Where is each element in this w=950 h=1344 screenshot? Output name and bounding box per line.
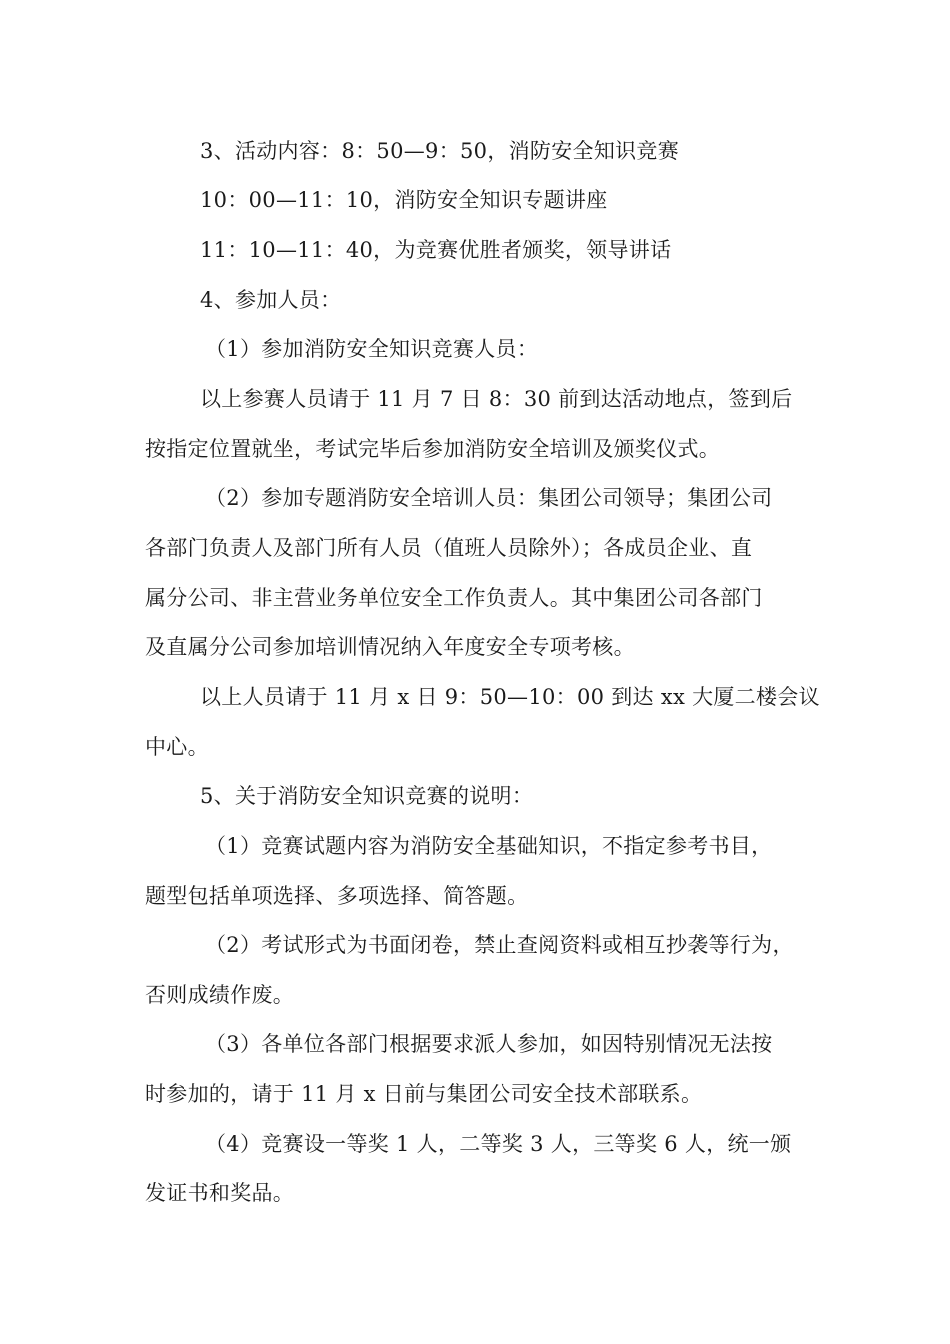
text-line: 属分公司、非主营业务单位安全工作负责人。其中集团公司各部门 xyxy=(145,586,763,610)
text-line: 以上人员请于 11 月 x 日 9：50—10：00 到达 xx 大厦二楼会议 xyxy=(200,685,820,709)
text-line: 11：10—11：40，为竞赛优胜者颁奖，领导讲话 xyxy=(200,238,672,262)
text-line: 时参加的，请于 11 月 x 日前与集团公司安全技术部联系。 xyxy=(145,1082,703,1106)
text-line: 以上参赛人员请于 11 月 7 日 8：30 前到达活动地点，签到后 xyxy=(200,387,793,411)
text-line: 发证书和奖品。 xyxy=(145,1181,295,1205)
text-line: 中心。 xyxy=(145,735,209,759)
text-line: （2）参加专题消防安全培训人员：集团公司领导；集团公司 xyxy=(205,486,773,510)
text-line: 3、活动内容：8：50—9：50，消防安全知识竞赛 xyxy=(200,139,680,163)
text-line: （1）参加消防安全知识竞赛人员： xyxy=(205,337,539,361)
text-line: 4、参加人员： xyxy=(200,288,342,312)
text-line: 各部门负责人及部门所有人员（值班人员除外）；各成员企业、直 xyxy=(145,536,753,560)
text-line: 按指定位置就坐，考试完毕后参加消防安全培训及颁奖仪式。 xyxy=(145,437,721,461)
text-line: 及直属分公司参加培训情况纳入年度安全专项考核。 xyxy=(145,635,635,659)
text-line: 5、关于消防安全知识竞赛的说明： xyxy=(200,784,534,808)
text-line: 题型包括单项选择、多项选择、简答题。 xyxy=(145,884,529,908)
text-line: （3）各单位各部门根据要求派人参加，如因特别情况无法按 xyxy=(205,1032,773,1056)
text-line: 否则成绩作废。 xyxy=(145,983,295,1007)
text-line: （2）考试形式为书面闭卷，禁止查阅资料或相互抄袭等行为， xyxy=(205,933,794,957)
text-line: （1）竞赛试题内容为消防安全基础知识，不指定参考书目， xyxy=(205,834,773,858)
text-line: （4）竞赛设一等奖 1 人，二等奖 3 人，三等奖 6 人，统一颁 xyxy=(205,1132,792,1156)
text-line: 10：00—11：10，消防安全知识专题讲座 xyxy=(200,188,608,212)
